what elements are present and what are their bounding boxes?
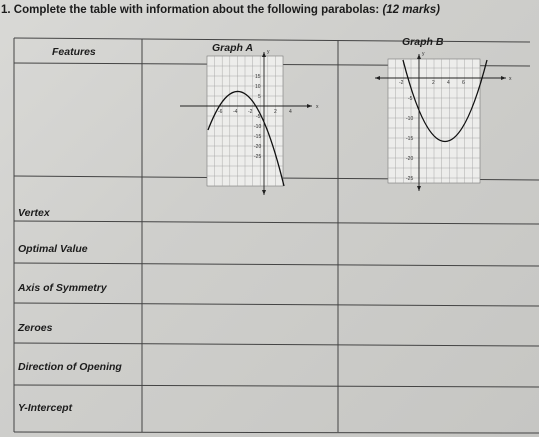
- graph-a: [180, 49, 319, 195]
- row-line: [14, 303, 539, 306]
- graph-b-y-tick: -5: [408, 96, 413, 102]
- graph-a-x-tick: -4: [233, 109, 238, 115]
- row-line: [14, 221, 539, 224]
- graph-b-x-tick: 4: [447, 80, 450, 86]
- row-label-axis-of-symmetry: Axis of Symmetry: [18, 282, 107, 294]
- question-marks: (12 marks): [382, 4, 440, 16]
- graph-b-y-arrow-down: [417, 186, 421, 191]
- question-title: [1, 4, 440, 16]
- graph-a-y-arrow: [262, 52, 266, 57]
- row-line: [14, 263, 539, 266]
- graph-a-y-arrow-down: [262, 190, 266, 195]
- row-line: [14, 432, 539, 433]
- graph-a-y-axis-label: y: [267, 49, 270, 55]
- graph-a-y-tick: 5: [258, 94, 261, 100]
- graph-b-x-tick: 6: [462, 80, 465, 86]
- row-label-zeroes: Zeroes: [18, 322, 53, 334]
- graph-b-y-tick: -20: [406, 156, 414, 162]
- graph-a-x-tick: 2: [274, 109, 277, 115]
- graph-a-y-tick: -15: [254, 134, 262, 140]
- graph-b-y-axis-label: y: [422, 51, 425, 57]
- row-label-direction-of-opening: Direction of Opening: [18, 361, 122, 373]
- header-graph-b: Graph B: [402, 36, 444, 48]
- graph-b-y-arrow: [417, 54, 421, 59]
- graph-a-y-tick: -5: [256, 114, 261, 120]
- graph-a-y-tick: 10: [255, 84, 261, 90]
- graph-b-x-arrow-left: [375, 76, 380, 80]
- row-label-vertex: Vertex: [18, 207, 50, 219]
- features-table: [0, 20, 539, 437]
- table-grid: [0, 20, 539, 437]
- header-graph-a: Graph A: [212, 42, 254, 54]
- graph-a-y-tick: 15: [255, 74, 261, 80]
- graph-b-y-tick: -15: [406, 136, 414, 142]
- row-label-y-intercept: Y-Intercept: [18, 402, 73, 414]
- row-label-optimal-value: Optimal Value: [18, 243, 88, 255]
- graph-b-y-tick: -10: [406, 116, 414, 122]
- graph-a-x-tick: -6: [218, 109, 223, 115]
- graph-b-x-tick: 2: [432, 80, 435, 86]
- graph-a-x-axis-label: x: [316, 104, 319, 110]
- header-features: Features: [52, 46, 96, 58]
- graph-a-x-tick: -2: [248, 109, 253, 115]
- graph-b-x-tick: -2: [399, 80, 404, 86]
- row-line: [14, 385, 539, 387]
- graph-b-x-axis-label: x: [509, 76, 512, 82]
- graph-b-x-arrow: [501, 76, 506, 80]
- graph-a-x-tick: 4: [289, 109, 292, 115]
- graph-a-y-tick: -25: [254, 154, 262, 160]
- question-number: 1.: [1, 4, 11, 16]
- graph-b: [375, 51, 512, 191]
- table-top-border: [14, 38, 530, 42]
- graph-b-y-tick: -25: [406, 176, 414, 182]
- graph-a-y-tick: -10: [254, 124, 262, 130]
- question-text: Complete the table with information about the following parabolas:: [13, 4, 380, 16]
- graph-a-y-tick: -20: [254, 144, 262, 150]
- row-line: [14, 343, 539, 346]
- graph-a-x-arrow: [307, 104, 312, 108]
